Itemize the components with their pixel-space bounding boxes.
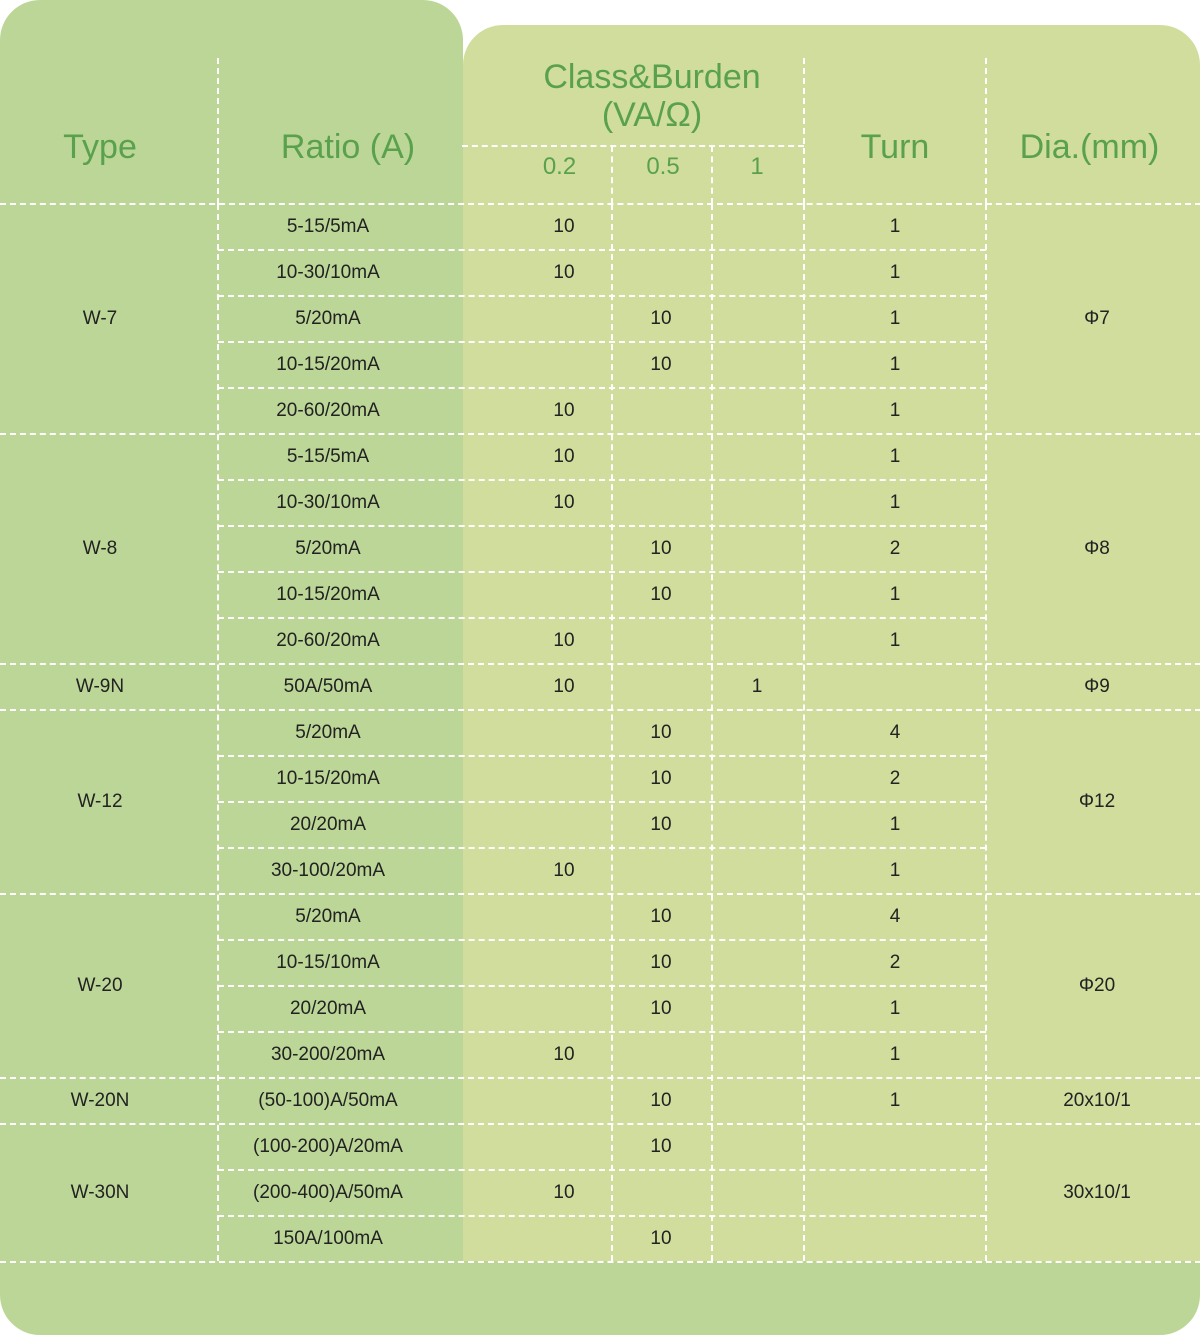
class-1-cell (712, 894, 802, 940)
turn-cell: 1 (889, 400, 901, 421)
ratio-cell: 20-60/20mA (276, 400, 380, 421)
class-1-cell (712, 204, 802, 250)
turn-cell: 1 (889, 1090, 901, 1111)
class-0-5-cell (612, 480, 710, 526)
ratio-cell: 30-100/20mA (270, 860, 386, 881)
header-turn: Turn (860, 128, 930, 166)
class-0-5-cell: 10 (650, 952, 672, 973)
class-1-cell (712, 572, 802, 618)
turn-cell: 4 (889, 906, 901, 927)
class-0-5-cell: 10 (650, 768, 672, 789)
ratio-cell: 20/20mA (289, 814, 367, 835)
class-0-2-cell (512, 1216, 616, 1262)
class-0-5-cell (612, 1032, 710, 1078)
class-0-5-cell (612, 1170, 710, 1216)
ratio-cell: 5/20mA (295, 906, 361, 927)
dia-cell: Φ20 (1078, 975, 1116, 996)
ratio-cell: (200-400)A/50mA (253, 1182, 403, 1203)
class-1-cell (712, 710, 802, 756)
class-0-2-cell: 10 (553, 676, 575, 697)
class-0-5-cell: 10 (650, 722, 672, 743)
dia-cell: Φ9 (1084, 676, 1110, 697)
class-1-cell (712, 250, 802, 296)
ratio-cell: 5/20mA (295, 308, 361, 329)
ratio-cell: (50-100)A/50mA (258, 1090, 398, 1111)
class-1-cell (712, 1216, 802, 1262)
turn-cell: 1 (889, 998, 901, 1019)
class-0-2-cell (512, 572, 616, 618)
class-0-5-cell (612, 618, 710, 664)
class-0-2-cell (512, 894, 616, 940)
class-1-cell (712, 434, 802, 480)
ratio-cell: 5/20mA (295, 538, 361, 559)
class-0-5-cell: 10 (650, 1090, 672, 1111)
dia-cell: Φ7 (1084, 308, 1110, 329)
turn-cell: 1 (889, 1044, 901, 1065)
class-0-5-cell (612, 664, 710, 710)
class-0-2-cell (512, 940, 616, 986)
class-1-cell (712, 526, 802, 572)
class-0-5-cell (612, 848, 710, 894)
class-0-2-cell (512, 1124, 616, 1170)
turn-cell: 1 (889, 354, 901, 375)
class-0-5-cell (612, 250, 710, 296)
turn-cell (805, 1216, 985, 1262)
class-1-cell (712, 802, 802, 848)
class-0-2-cell: 10 (553, 492, 575, 513)
class-1-cell: 1 (751, 676, 763, 697)
ratio-cell: 30-200/20mA (270, 1044, 386, 1065)
turn-cell (805, 1170, 985, 1216)
class-1-cell (712, 480, 802, 526)
class-0-5-cell: 10 (650, 1136, 672, 1157)
header-type: Type (63, 128, 137, 166)
class-1-cell (712, 618, 802, 664)
class-0-5-cell: 10 (650, 1228, 672, 1249)
ratio-cell: (100-200)A/20mA (253, 1136, 403, 1157)
type-cell: W-12 (77, 791, 123, 812)
header-ratio: Ratio (A) (280, 128, 416, 166)
turn-cell: 2 (889, 538, 901, 559)
class-0-2-cell (512, 526, 616, 572)
class-0-5-cell: 10 (650, 354, 672, 375)
class-1-cell (712, 388, 802, 434)
ratio-cell: 10-30/10mA (276, 492, 380, 513)
class-0-2-cell: 10 (553, 860, 575, 881)
class-0-2-cell (512, 1078, 616, 1124)
class-1-cell (712, 756, 802, 802)
class-0-2-cell: 10 (553, 630, 575, 651)
class-0-2-cell (512, 296, 616, 342)
type-cell: W-30N (70, 1182, 130, 1203)
turn-cell: 1 (889, 584, 901, 605)
class-0-2-cell: 10 (553, 216, 575, 237)
class-0-5-cell: 10 (650, 308, 672, 329)
ratio-cell: 5/20mA (295, 722, 361, 743)
turn-cell: 1 (889, 492, 901, 513)
class-0-5-cell: 10 (650, 584, 672, 605)
dia-cell: 30x10/1 (1063, 1182, 1131, 1203)
turn-cell: 4 (889, 722, 901, 743)
turn-cell (805, 1124, 985, 1170)
type-cell: W-8 (82, 538, 118, 559)
class-1-cell (712, 986, 802, 1032)
class-0-2-cell (512, 756, 616, 802)
class-1-cell (712, 940, 802, 986)
class-0-2-cell: 10 (553, 446, 575, 467)
class-0-2-cell: 10 (553, 1182, 575, 1203)
class-0-2-cell (512, 986, 616, 1032)
ratio-cell: 10-15/20mA (276, 768, 380, 789)
ratio-cell: 150A/100mA (273, 1228, 383, 1249)
ratio-cell: 10-30/10mA (276, 262, 380, 283)
class-0-5-cell: 10 (650, 538, 672, 559)
class-0-2-cell (512, 342, 616, 388)
turn-cell: 1 (889, 216, 901, 237)
header-dia: Dia.(mm) (1019, 128, 1160, 166)
turn-cell (805, 664, 985, 710)
dia-cell: 20x10/1 (1063, 1090, 1131, 1111)
turn-cell: 1 (889, 262, 901, 283)
ratio-cell: 20-60/20mA (276, 630, 380, 651)
type-cell: W-20 (77, 975, 123, 996)
turn-cell: 1 (889, 308, 901, 329)
turn-cell: 2 (889, 768, 901, 789)
class-1-cell (712, 1124, 802, 1170)
class-0-2-cell: 10 (553, 1044, 575, 1065)
turn-cell: 1 (889, 814, 901, 835)
ratio-cell: 5-15/5mA (286, 216, 370, 237)
class-0-5-cell (612, 388, 710, 434)
class-1-cell (712, 342, 802, 388)
header-class-0-5: 0.5 (646, 153, 680, 180)
ratio-cell: 10-15/20mA (276, 584, 380, 605)
ratio-cell: 20/20mA (289, 998, 367, 1019)
dia-cell: Φ12 (1078, 791, 1116, 812)
ratio-cell: 10-15/20mA (276, 354, 380, 375)
ratio-cell: 5-15/5mA (286, 446, 370, 467)
turn-cell: 1 (889, 860, 901, 881)
class-0-5-cell: 10 (650, 998, 672, 1019)
turn-cell: 1 (889, 630, 901, 651)
header-class-burden: Class&Burden (VA/Ω) (543, 58, 761, 135)
class-1-cell (712, 1032, 802, 1078)
class-0-2-cell: 10 (553, 262, 575, 283)
turn-cell: 1 (889, 446, 901, 467)
ratio-cell: 10-15/10mA (276, 952, 380, 973)
class-0-5-cell (612, 204, 710, 250)
class-0-2-cell: 10 (553, 400, 575, 421)
header-class-1: 1 (750, 153, 764, 180)
ratio-cell: 50A/50mA (283, 676, 373, 697)
class-1-cell (712, 848, 802, 894)
class-0-5-cell: 10 (650, 906, 672, 927)
class-1-cell (712, 1170, 802, 1216)
type-cell: W-20N (70, 1090, 130, 1111)
header-class-0-2: 0.2 (542, 153, 577, 180)
class-0-2-cell (512, 802, 616, 848)
dia-cell: Φ8 (1084, 538, 1110, 559)
class-1-cell (712, 296, 802, 342)
type-cell: W-9N (75, 676, 125, 697)
class-0-2-cell (512, 710, 616, 756)
class-1-cell (712, 1078, 802, 1124)
class-0-5-cell (612, 434, 710, 480)
turn-cell: 2 (889, 952, 901, 973)
class-0-5-cell: 10 (650, 814, 672, 835)
type-cell: W-7 (82, 308, 118, 329)
